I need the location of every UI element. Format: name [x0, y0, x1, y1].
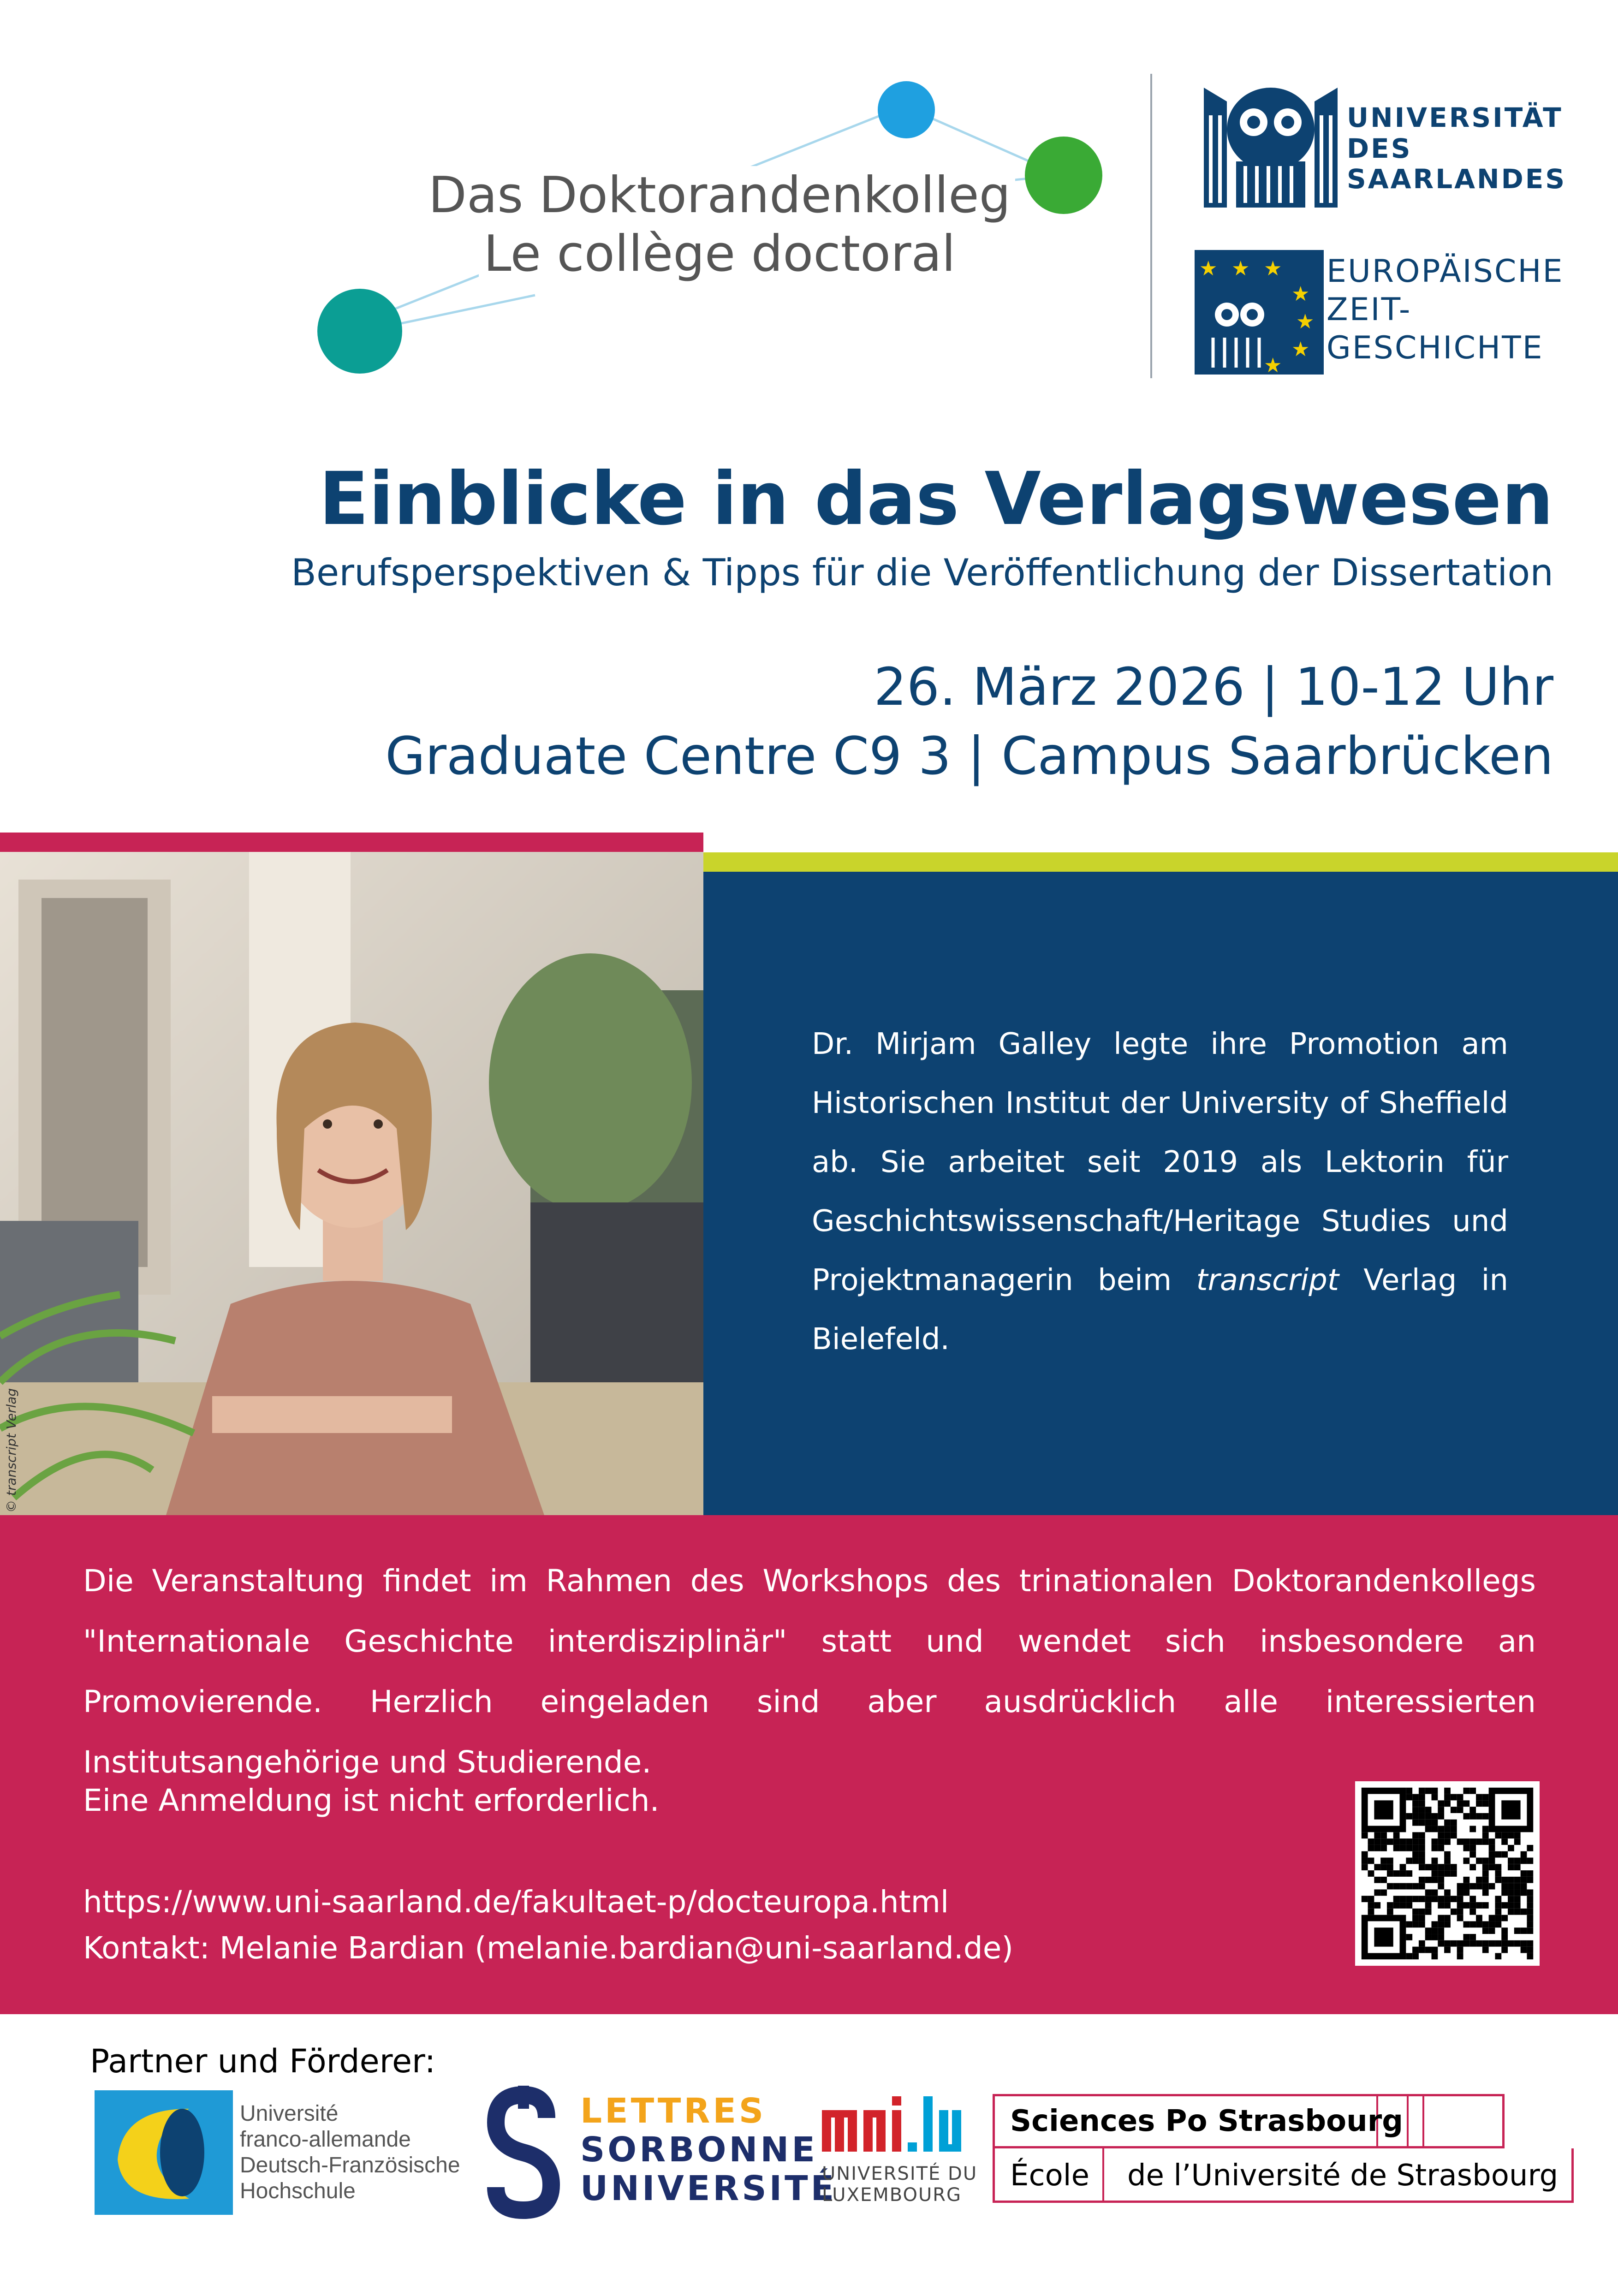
event-subtitle: Berufsperspektiven & Tipps für die Veröffentlichung der Dissertation — [291, 551, 1553, 594]
uds-line-1: UNIVERSITÄT — [1347, 102, 1563, 133]
kolleg-line-2: Le collège doctoral — [479, 225, 960, 283]
scpo-ecole: École — [1010, 2159, 1089, 2193]
ufa-line-1: Université — [240, 2101, 339, 2126]
sorbonne-line-1: LETTRES — [580, 2091, 767, 2131]
svg-text:★: ★ — [1291, 338, 1310, 361]
unilu-logo-icon — [822, 2096, 965, 2152]
event-url-link[interactable]: https://www.uni-saarland.de/fakultaet-p/docteuropa.html — [83, 1884, 949, 1920]
lime-bar — [703, 852, 1618, 872]
registration-note: Eine Anmeldung ist nicht erforderlich. — [83, 1783, 660, 1818]
ufa-line-3: Deutsch-Französische — [240, 2153, 460, 2177]
sorbonne-line-2: SORBONNE — [580, 2130, 818, 2170]
ufa-logo-icon — [95, 2090, 233, 2215]
uds-line-2: DES — [1347, 132, 1412, 164]
svg-text:★: ★ — [1264, 257, 1282, 280]
qr-code[interactable] — [1355, 1781, 1540, 1966]
event-title: Einblicke in das Verlagswesen — [319, 457, 1553, 541]
svg-text:★: ★ — [1291, 282, 1310, 306]
uds-line-3: SAARLANDES — [1347, 163, 1567, 195]
info-paragraph: Die Veranstaltung findet im Rahmen des Workshops des trinationalen Doktorandenkollegs "Internationale Geschichte interdisziplinär" statt und wendet sich insbesondere an Promovierende. Herzlich eingeladen sind aber ausdrücklich alle interessierten Institutsangehörige und Studierende. — [83, 1563, 1536, 1780]
photo-credit: © transcript Verlag — [4, 1388, 19, 1513]
event-location: Graduate Centre C9 3 | Campus Saarbrücken — [385, 726, 1553, 786]
event-date-time: 26. März 2026 | 10-12 Uhr — [874, 657, 1553, 717]
unilu-line-1: UNIVERSITÉ DU — [822, 2163, 978, 2184]
speaker-bio — [812, 1015, 1508, 1369]
scpo-top-cell-2 — [1407, 2094, 1409, 2148]
ufa-logo-text — [240, 2101, 460, 2204]
speaker-photo — [0, 852, 703, 1515]
svg-text:★: ★ — [1231, 257, 1250, 280]
scpo-name: Sciences Po Strasbourg — [1010, 2104, 1404, 2138]
uds-logo-text — [1347, 102, 1566, 195]
scpo-bottom-divider — [1102, 2148, 1104, 2203]
speaker-bio-italic: transcript — [1196, 1263, 1339, 1297]
sorbonne-s-icon — [482, 2086, 565, 2219]
speaker-bio-part-2: Verlag in Bielefeld. — [812, 1263, 1508, 1356]
sorbonne-logo-text — [580, 2092, 837, 2208]
ez-line-2: ZEIT- — [1327, 291, 1412, 328]
kolleg-line-1: Das Doktorandenkolleg — [424, 166, 1015, 225]
contact-line[interactable]: Kontakt: Melanie Bardian (melanie.bardian@uni-saarland.de) — [83, 1930, 1014, 1966]
speaker-bio-part-1: Dr. Mirjam Galley legte ihre Promotion am Historischen Institut der University of Sheffield ab. Sie arbeitet seit 2019 als Lektorin für Geschichtswissenschaft/Heritage Studies und Projektmanagerin beim — [812, 1027, 1508, 1297]
ez-line-3: GESCHICHTE — [1327, 329, 1544, 366]
blue-dot — [878, 81, 935, 138]
unilu-line-2: LUXEMBOURG — [822, 2184, 962, 2206]
ufa-line-4: Hochschule — [240, 2179, 356, 2203]
magenta-top-bar — [0, 833, 703, 852]
svg-text:★: ★ — [1199, 257, 1218, 280]
qr-code-image — [1355, 1781, 1540, 1966]
partners-label: Partner und Förderer: — [90, 2042, 436, 2080]
logo-divider — [1150, 74, 1152, 378]
svg-text:★: ★ — [1296, 310, 1315, 333]
ez-stars-icon — [1195, 250, 1324, 375]
unilu-logo-text — [822, 2163, 977, 2206]
ez-logo-text — [1327, 253, 1564, 368]
sorbonne-line-3: UNIVERSITÉ — [580, 2169, 837, 2208]
scpo-top-cell-3 — [1422, 2094, 1424, 2148]
teal-dot — [317, 289, 402, 374]
scpo-university: de l’Université de Strasbourg — [1127, 2159, 1559, 2193]
sciencespo-logo — [993, 2094, 1574, 2212]
ez-line-1: EUROPÄISCHE — [1327, 253, 1564, 290]
kolleg-logo-text — [397, 166, 1042, 284]
svg-text:★: ★ — [1264, 354, 1282, 375]
ufa-line-2: franco-allemande — [240, 2127, 411, 2152]
uds-owl-icon — [1195, 78, 1347, 217]
